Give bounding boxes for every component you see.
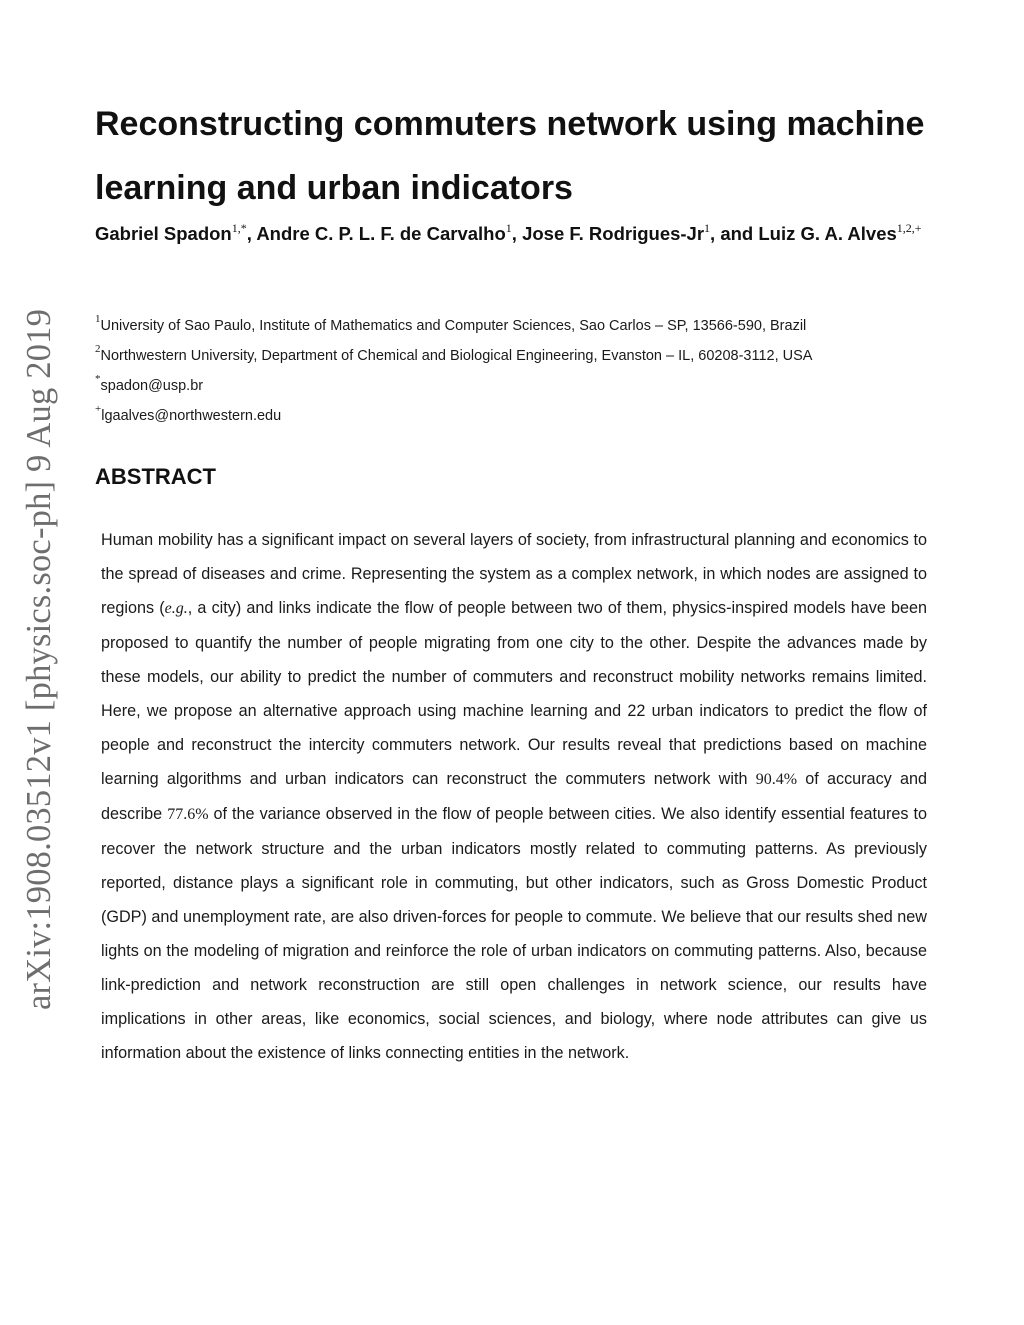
abstract-body: [101, 523, 927, 1070]
variance-value: 77.6%: [167, 806, 209, 823]
arxiv-identifier-stamp: arXiv:1908.03512v1 [physics.soc-ph] 9 Aug 2019: [20, 308, 58, 1010]
affiliation-mark: *: [95, 373, 101, 385]
author-separator: , and: [710, 223, 759, 244]
abstract-text-part: , a city) and links indicate the flow of people between two of them, physics-inspired models have been proposed to quantify the number of people migrating from one city to the other. Despite the advances made by these models, our ability to predict the number of commuters and reconstruct mobility networks remains limited. Here, we propose an alternative approach using machine learning and 22 urban indicators to predict the flow of people and reconstruct the intercity commuters network. Our results reveal that predictions based on machine learning algorithms and urban indicators can reconstruct the commuters network with: [101, 599, 927, 788]
abstract-text-part: of the variance observed in the flow of people between cities. We also identify essential features to recover the network structure and the urban indicators mostly related to commuting patterns. As previously reported, distance plays a significant role in commuting, but other indicators, such as Gross Domestic Product (GDP) and unemployment rate, are also driven-forces for people to commute. We believe that our results shed new lights on the modeling of migration and reinforce the role of urban indicators on commuting patterns. Also, because link-prediction and network reconstruction are still open challenges in network science, our results have implications in other areas, like economics, social sciences, and biology, where node attributes can give us information about the existence of links connecting entities in the network.: [101, 805, 927, 1062]
author-affiliation-marks: 1,*: [231, 221, 247, 235]
abstract-text-part: Human mobility has a significant impact on several layers of society, from infrastructural planning and economics to the spread of diseases and crime. Representing the system as a complex network, in which nodes are assigned to regions (: [101, 531, 927, 617]
abstract-eg: e.g.: [164, 600, 188, 617]
paper-title: Reconstructing commuters network using machine learning and urban indicators: [95, 105, 925, 207]
author-separator: ,: [511, 223, 523, 244]
affiliation-item: [95, 311, 955, 341]
author-affiliation-marks: 1: [505, 221, 512, 235]
affiliation-item: [95, 371, 955, 401]
corresponding-email: lgaalves@northwestern.edu: [101, 408, 282, 424]
author-name: Andre C. P. L. F. de Carvalho: [256, 223, 506, 244]
author-affiliation-marks: 1: [704, 221, 711, 235]
affiliation-mark: +: [95, 403, 102, 415]
author-separator: ,: [246, 223, 257, 244]
affiliation-text: University of Sao Paulo, Institute of Mathematics and Computer Sciences, Sao Carlos – SP, 13566-590, Brazil: [100, 318, 807, 334]
affiliation-item: [95, 401, 955, 431]
author-name: Jose F. Rodrigues-Jr: [522, 223, 705, 244]
accuracy-value: 90.4%: [755, 771, 798, 788]
affiliation-list: [95, 311, 955, 431]
affiliation-mark: 2: [95, 343, 101, 355]
author-name: Luiz G. A. Alves: [758, 223, 897, 244]
abstract-heading: ABSTRACT: [95, 464, 216, 489]
abstract-text-part: of accuracy and describe: [101, 770, 927, 823]
affiliation-text: Northwestern University, Department of Chemical and Biological Engineering, Evanston – IL, 60208-3112, USA: [100, 348, 813, 364]
affiliation-item: [95, 341, 955, 371]
affiliation-mark: 1: [95, 313, 101, 325]
author-name: Gabriel Spadon: [95, 223, 232, 244]
author-list: [95, 218, 935, 249]
author-affiliation-marks: 1,2,+: [896, 221, 922, 235]
corresponding-email: spadon@usp.br: [100, 378, 204, 394]
